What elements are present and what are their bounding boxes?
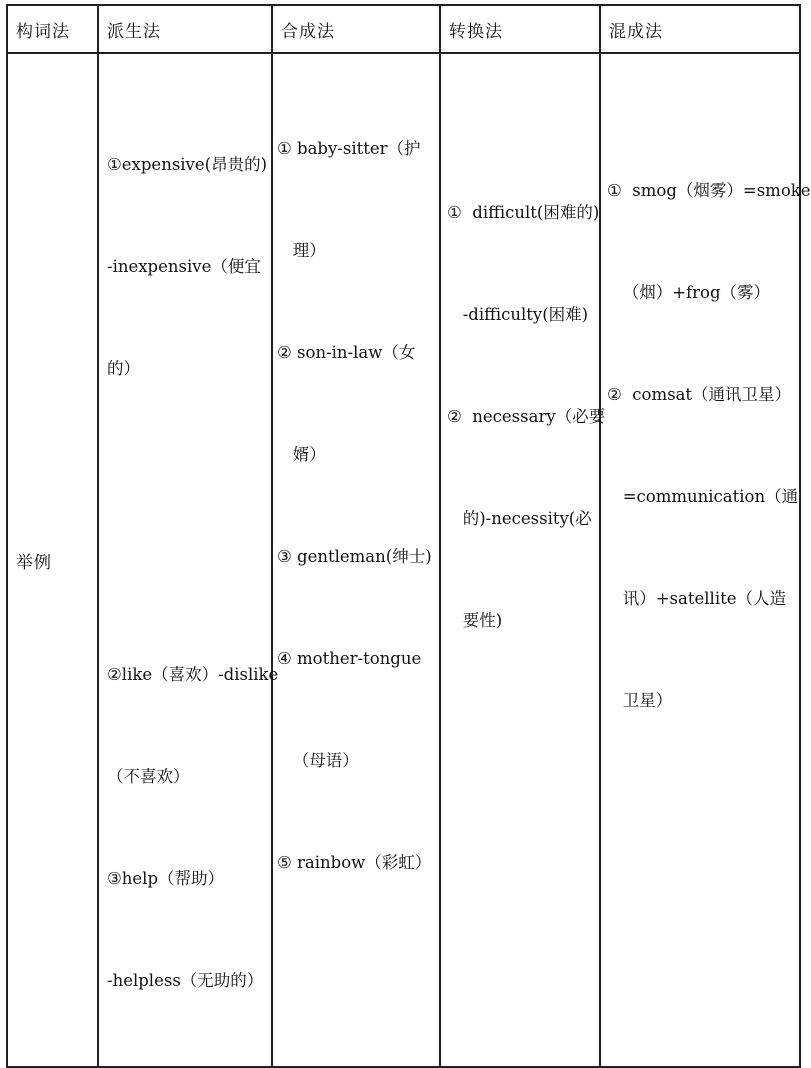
compounding-line: ⑤ rainbow（彩虹） [277, 853, 432, 872]
derivation-line: ②like（喜欢）-dislike [107, 665, 279, 684]
compounding-line: ③ gentleman(绅士) [277, 547, 432, 566]
header-row [7, 5, 800, 53]
derivation-line: ③help（帮助） [107, 869, 225, 888]
derivation-line: 的） [107, 359, 140, 378]
compounding-line: ① baby-sitter（护 [277, 139, 421, 158]
compounding-line: ④ mother-tongue [277, 649, 422, 668]
header-compounding: 合成法 [272, 5, 440, 53]
header-method: 构词法 [7, 5, 98, 53]
derivation-spacer [107, 454, 271, 488]
blending-line: =communication（通 [607, 487, 799, 506]
conversion-line: 要性) [447, 611, 503, 630]
blending-line: 卫星） [607, 691, 673, 710]
derivation-examples [99, 54, 279, 1066]
compounding-line: 理） [277, 241, 326, 260]
conversion-examples [441, 54, 606, 706]
blending-line: ① smog（烟雾）=smoke [607, 181, 811, 200]
cell-compounding [272, 53, 440, 1067]
row-label-examples: 举例 [7, 53, 98, 1067]
blending-examples [601, 54, 811, 786]
blending-line: ② comsat（通讯卫星） [607, 385, 792, 404]
cell-blending [600, 53, 811, 1067]
example-row [7, 53, 800, 1067]
compounding-line: （母语） [277, 751, 359, 770]
derivation-line: （不喜欢） [107, 767, 190, 786]
conversion-line: 的)-necessity(必 [447, 509, 592, 528]
header-derivation: 派生法 [98, 5, 272, 53]
conversion-line: -difficulty(困难) [447, 305, 589, 324]
derivation-spacer [107, 556, 271, 590]
derivation-line: ①expensive(昂贵的) [107, 155, 268, 174]
blending-line: 讯）+satellite（人造 [607, 589, 786, 608]
compounding-examples [273, 54, 439, 948]
header-conversion: 转换法 [440, 5, 600, 53]
derivation-line: -helpless（无助的） [107, 971, 264, 990]
conversion-line: ① difficult(困难的) [447, 203, 600, 222]
word-formation-table-wrapper [6, 4, 811, 990]
cell-conversion [440, 53, 606, 1067]
derivation-line: -inexpensive（便宜 [107, 257, 261, 276]
header-blending: 混成法 [600, 5, 800, 53]
blending-line: （烟）+frog（雾） [607, 283, 771, 302]
compounding-line: 婿） [277, 445, 326, 464]
word-formation-table [6, 4, 811, 1068]
compounding-line: ② son-in-law（女 [277, 343, 416, 362]
cell-derivation [98, 53, 279, 1067]
conversion-line: ② necessary（必要 [447, 407, 606, 426]
